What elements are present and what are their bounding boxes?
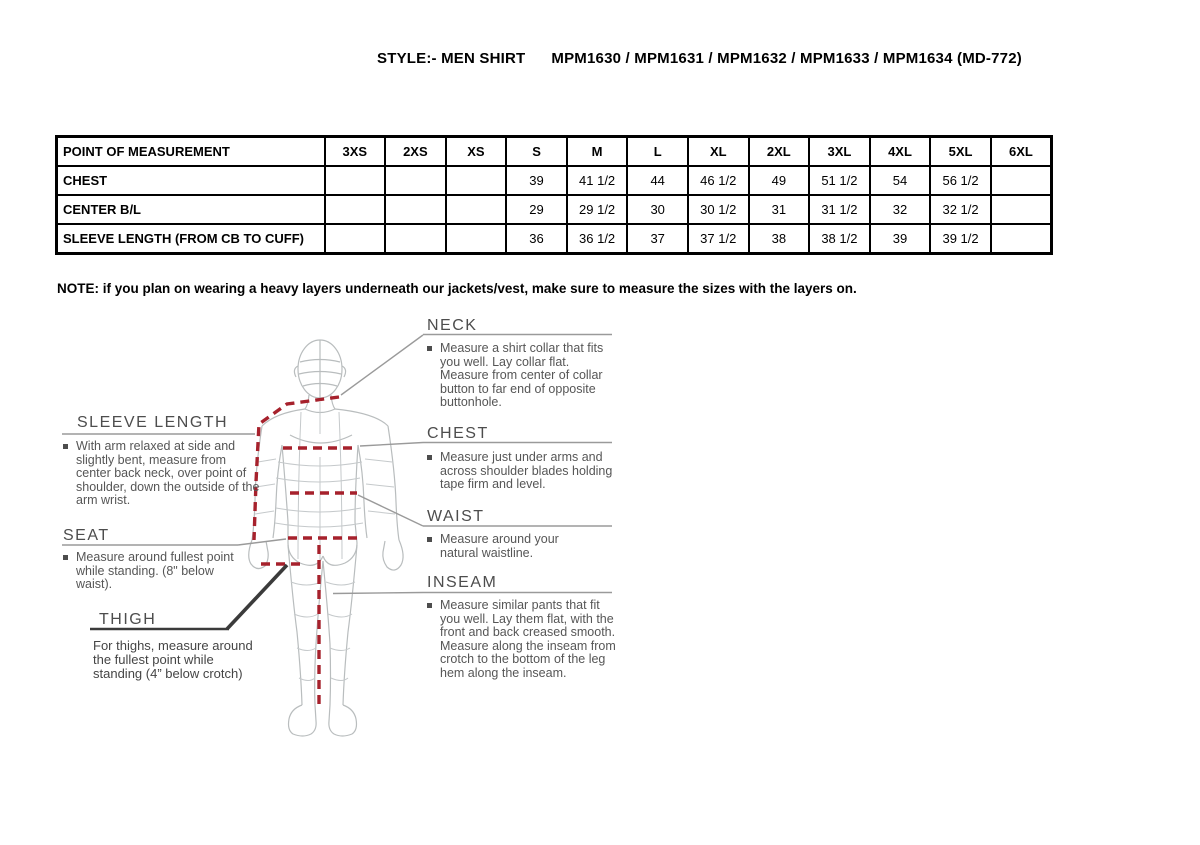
- inseam-connector-line: [333, 593, 423, 594]
- size-chart-table: [55, 135, 1053, 255]
- column-header: M: [567, 137, 628, 167]
- inseam-label: [427, 574, 497, 592]
- seat-heading: SEAT: [63, 527, 110, 544]
- chest-label: [427, 425, 489, 443]
- column-header: 3XS: [325, 137, 386, 167]
- cell: 37: [627, 224, 688, 254]
- column-header: POINT OF MEASUREMENT: [57, 137, 325, 167]
- cell: 29 1/2: [567, 195, 628, 224]
- style-label: STYLE:- MEN SHIRT: [377, 50, 526, 67]
- column-header: 3XL: [809, 137, 870, 167]
- waist-label: [427, 508, 485, 526]
- cell: [325, 195, 386, 224]
- thigh-heading: THIGH: [99, 611, 157, 628]
- seat-label: [63, 527, 110, 545]
- waist-text: Measure around your natural waistline.: [440, 532, 559, 560]
- cell: 31 1/2: [809, 195, 870, 224]
- model-codes: MPM1630 / MPM1631 / MPM1632 / MPM1633 / MPM1634 (MD-772): [551, 50, 1022, 67]
- neck-heading: NECK: [427, 317, 478, 334]
- cell: [446, 166, 507, 195]
- cell: 36 1/2: [567, 224, 628, 254]
- cell: 30 1/2: [688, 195, 749, 224]
- sleeve-length-text: With arm relaxed at side and slightly bent, measure from center back neck, over point of shoulder, down the outside of the arm wrist.: [76, 439, 260, 508]
- row-label: CHEST: [57, 166, 325, 195]
- cell: 39: [870, 224, 931, 254]
- waist-heading: WAIST: [427, 508, 485, 525]
- column-header: S: [506, 137, 567, 167]
- cell: [385, 195, 446, 224]
- thigh-connector-line: [227, 565, 287, 629]
- chest-connector-line: [360, 443, 423, 447]
- cell: 39 1/2: [930, 224, 991, 254]
- cell: [991, 166, 1052, 195]
- cell: [446, 195, 507, 224]
- inseam-text: Measure similar pants that fit you well. Lay them flat, with the front and back creased smooth. Measure along the inseam from crotch to the bottom of the leg hem along the inseam.: [440, 598, 616, 680]
- column-header: 4XL: [870, 137, 931, 167]
- thigh-label: [99, 611, 156, 629]
- chest-heading: CHEST: [427, 425, 489, 442]
- sleeve-measure-line: [254, 397, 339, 540]
- waist-connector-line: [358, 495, 423, 526]
- bullet-icon: [63, 555, 68, 560]
- column-header: 5XL: [930, 137, 991, 167]
- cell: 38: [749, 224, 810, 254]
- neck-label: [427, 317, 477, 335]
- cell: 51 1/2: [809, 166, 870, 195]
- bullet-icon: [427, 603, 432, 608]
- thigh-text: For thighs, measure around the fullest point while standing (4” below crotch): [93, 638, 253, 681]
- seat-text: Measure around fullest point while standing. (8" below waist).: [76, 550, 234, 592]
- cell: 38 1/2: [809, 224, 870, 254]
- table-row: [57, 166, 1052, 195]
- waist-description: [440, 533, 590, 560]
- bullet-icon: [427, 537, 432, 542]
- sleeve-length-description: [76, 440, 262, 508]
- thigh-description: [93, 639, 265, 681]
- seat-connector-line: [238, 539, 286, 545]
- chest-text: Measure just under arms and across shoulder blades holding tape firm and level.: [440, 450, 613, 492]
- row-label: SLEEVE LENGTH (FROM CB TO CUFF): [57, 224, 325, 254]
- column-header: XS: [446, 137, 507, 167]
- cell: 46 1/2: [688, 166, 749, 195]
- sleeve-length-label: [77, 414, 228, 432]
- note-text: NOTE: if you plan on wearing a heavy layers underneath our jackets/vest, make sure to measure the sizes with the layers on.: [57, 281, 857, 296]
- cell: [325, 224, 386, 254]
- row-label: CENTER B/L: [57, 195, 325, 224]
- cell: 49: [749, 166, 810, 195]
- cell: [325, 166, 386, 195]
- bullet-icon: [427, 455, 432, 460]
- neck-description: [440, 342, 612, 410]
- inseam-heading: INSEAM: [427, 574, 498, 591]
- cell: 56 1/2: [930, 166, 991, 195]
- page-title: [377, 50, 1022, 67]
- cell: 37 1/2: [688, 224, 749, 254]
- cell: 30: [627, 195, 688, 224]
- seat-description: [76, 551, 236, 592]
- measurement-guide-diagram: [55, 312, 625, 772]
- cell: 32 1/2: [930, 195, 991, 224]
- cell: [385, 224, 446, 254]
- chest-description: [440, 451, 618, 492]
- table-header-row: [57, 137, 1052, 167]
- neck-text: Measure a shirt collar that fits you well. Lay collar flat. Measure from center of collar button to far end of opposite buttonhole.: [440, 341, 604, 410]
- sleeve-length-heading: SLEEVE LENGTH: [77, 414, 229, 431]
- cell: 54: [870, 166, 931, 195]
- column-header: L: [627, 137, 688, 167]
- column-header: 6XL: [991, 137, 1052, 167]
- column-header: XL: [688, 137, 749, 167]
- cell: [446, 224, 507, 254]
- cell: 41 1/2: [567, 166, 628, 195]
- cell: [385, 166, 446, 195]
- cell: [991, 195, 1052, 224]
- column-header: 2XS: [385, 137, 446, 167]
- inseam-description: [440, 599, 620, 681]
- cell: 31: [749, 195, 810, 224]
- cell: 36: [506, 224, 567, 254]
- cell: 29: [506, 195, 567, 224]
- table-row: [57, 224, 1052, 254]
- cell: 39: [506, 166, 567, 195]
- bullet-icon: [427, 346, 432, 351]
- neck-connector-line: [341, 335, 423, 395]
- column-header: 2XL: [749, 137, 810, 167]
- cell: [991, 224, 1052, 254]
- cell: 44: [627, 166, 688, 195]
- bullet-icon: [63, 444, 68, 449]
- cell: 32: [870, 195, 931, 224]
- table-row: [57, 195, 1052, 224]
